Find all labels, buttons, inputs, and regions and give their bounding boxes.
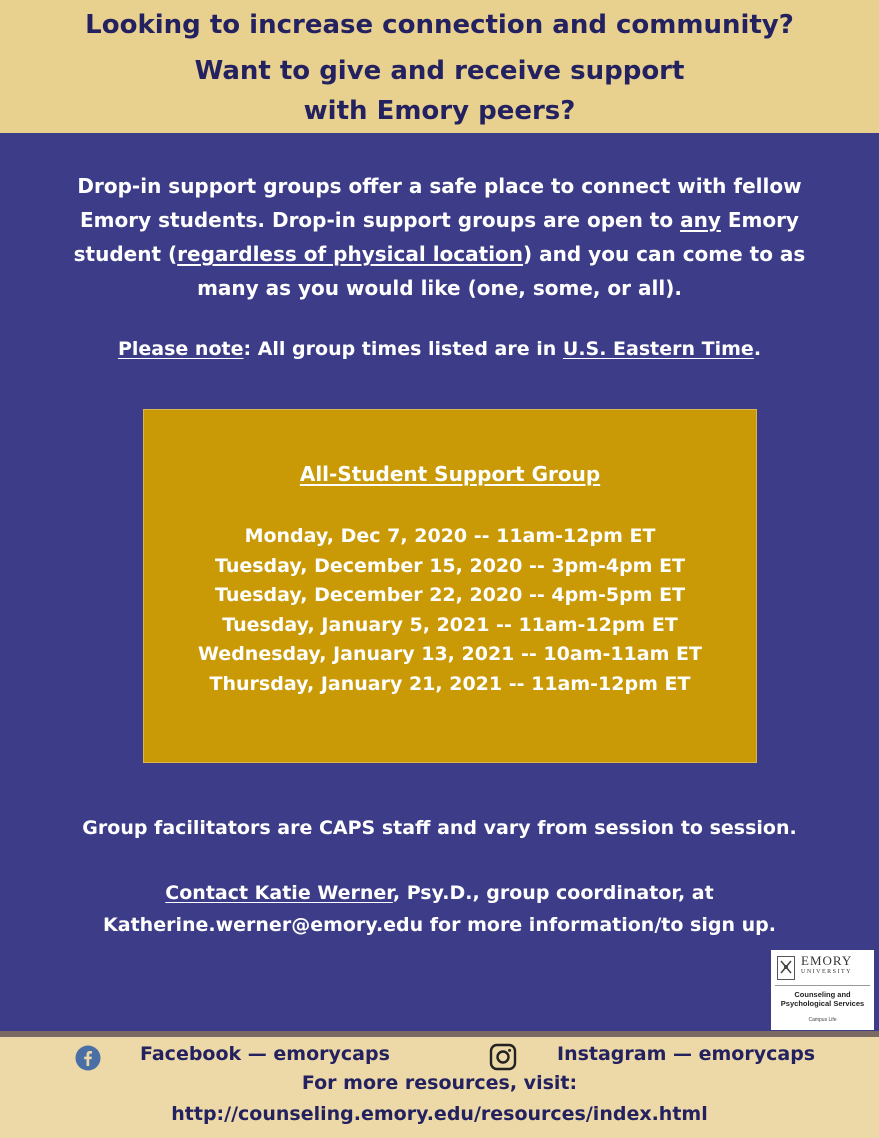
header-banner [0,0,879,133]
session-item: Tuesday, December 22, 2020 -- 4pm-5pm ET [214,584,686,606]
session-item: Thursday, January 21, 2021 -- 11am-12pm ET [209,672,691,695]
session-list [144,522,756,699]
footer [0,1037,879,1138]
facilitators-text: Group facilitators are CAPS staff and vary from session to session. [82,817,797,839]
time-zone: U.S. Eastern Time [562,338,754,360]
session-item: Tuesday, January 5, 2021 -- 11am-12pm ET [222,613,678,636]
contact-link[interactable]: Contact Katie Werner [165,882,393,904]
regardless-emphasis: regardless of physical location [177,242,524,266]
session-item: Monday, Dec 7, 2020 -- 11am-12pm ET [244,525,656,547]
main-panel [0,133,879,1031]
schedule-box [143,409,757,763]
headline-line-2: Want to give and receive support [194,56,685,86]
instagram-icon[interactable] [489,1043,517,1071]
facebook-icon[interactable] [75,1045,101,1071]
group-title: All-Student Support Group [299,462,601,486]
resources-url[interactable]: http://counseling.emory.edu/resources/index.html [171,1103,708,1125]
facebook-handle[interactable]: Facebook — emorycaps [140,1043,390,1065]
session-item: Tuesday, December 15, 2020 -- 3pm-4pm ET [214,554,686,577]
note-label: Please note [117,338,244,360]
time-zone-note: Please note: All group times listed are in U.S. Eastern Time. [117,338,762,360]
session-item: Wednesday, January 13, 2021 -- 10am-11am ET [198,643,702,665]
intro-paragraph: Drop-in support groups offer a safe place to connect with fellow Emory students. Drop-in support groups are open to any Emory student (regardless of physical location) and you can come to as many as you would like (one, some, or all). [73,174,806,300]
contact-email: Katherine.werner@emory.edu for more information/to sign up. [103,914,776,936]
emory-crest-icon [777,956,795,980]
any-emphasis: any [680,208,721,232]
headline-line-3: with Emory peers? [303,96,576,126]
headline-line-1: Looking to increase connection and community? [85,10,794,40]
contact-text: Contact Katie Werner, Psy.D., group coordinator, at Katherine.werner@emory.edu for more information/to sign up. [20,877,859,941]
emory-caps-logo: EMORY UNIVERSITY Counseling and Psychological Services Campus Life [771,950,874,1030]
instagram-handle[interactable]: Instagram — emorycaps [557,1043,816,1065]
resources-label: For more resources, visit: [301,1072,578,1094]
